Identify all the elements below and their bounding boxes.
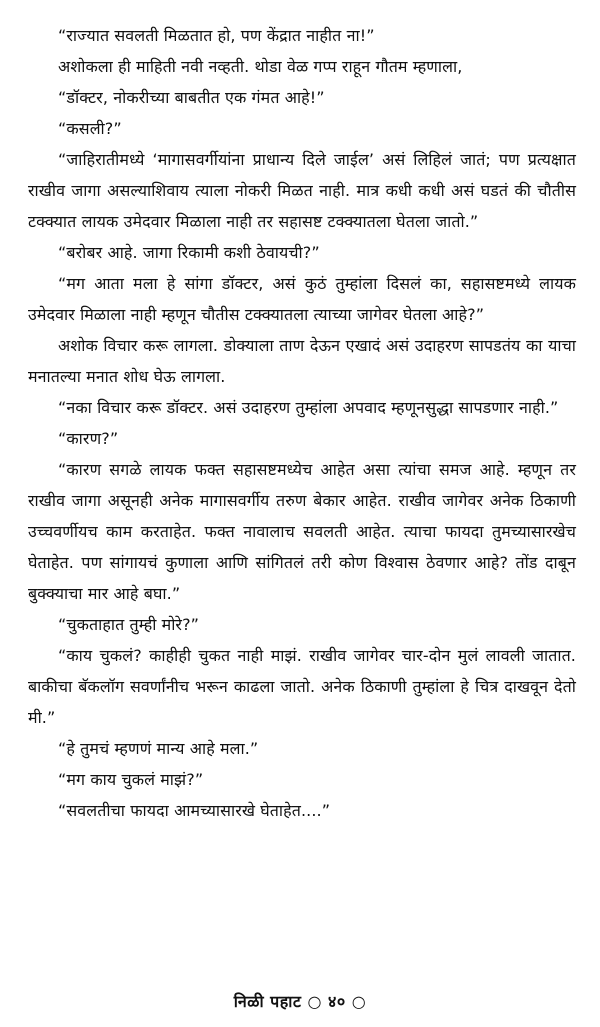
paragraph: “काय चुकलं? काहीही चुकत नाही माझं. राखीव जागेवर चार-दोन मुलं लावली जातात. बाकीचा बॅकलॉग सवर्णांनीच भरून काढला जातो. अनेक ठिकाणी तुम्हांला हे चित्र दाखवून देतो मी.” (28, 646, 576, 727)
paragraph: “हे तुमचं म्हणणं मान्य आहे मला.” (58, 739, 259, 758)
paragraph: “नका विचार करू डॉक्टर. असं उदाहरण तुम्हांला अपवाद म्हणूनसुद्धा सापडणार नाही.” (58, 398, 559, 417)
paragraph: अशोकला ही माहिती नवी नव्हती. थोडा वेळ गप्प राहून गौतम म्हणाला, (58, 57, 463, 76)
paragraph: “चुकताहात तुम्ही मोरे?” (58, 615, 200, 634)
paragraph: “मग काय चुकलं माझं?” (58, 770, 204, 789)
paragraph: “जाहिरातीमध्ये ‘मागासवर्गीयांना प्राधान्य दिले जाईल’ असं लिहिलं जातं; पण प्रत्यक्षात राखीव जागा असल्याशिवाय त्याला नोकरी मिळत नाही. मात्र कधी कधी असं घडतं की चौतीस टक्क्यात लायक उमेदवार मिळाला नाही तर सहासष्ट टक्क्यातला घेतला जातो.” (28, 150, 576, 231)
paragraph: “डॉक्टर, नोकरीच्या बाबतीत एक गंमत आहे!” (58, 88, 325, 107)
page-footer: निळी पहाट ○ ४० ○ (233, 992, 367, 1011)
paragraph: “मग आता मला हे सांगा डॉक्टर, असं कुठं तुम्हांला दिसलं का, सहासष्टमध्ये लायक उमेदवार मिळाला नाही म्हणून चौतीस टक्क्यातला त्याच्या जागेवर घेतला आहे?” (28, 274, 576, 324)
paragraph: “कसली?” (58, 119, 122, 138)
paragraph: “बरोबर आहे. जागा रिकामी कशी ठेवायची?” (58, 243, 320, 262)
paragraph: “सवलतीचा फायदा आमच्यासारखे घेताहेत....” (58, 801, 331, 820)
paragraph: “राज्यात सवलती मिळतात हो, पण केंद्रात नाहीत ना!” (58, 26, 375, 45)
paragraph: “कारण सगळे लायक फक्त सहासष्टमध्येच आहेत असा त्यांचा समज आहे. म्हणून तर राखीव जागा असूनही अनेक मागासवर्गीय तरुण बेकार आहेत. राखीव जागेवर अनेक ठिकाणी उच्चवर्णीयच काम करताहेत. फक्त नावालाच सवलती आहेत. त्याचा फायदा तुमच्यासारखेच घेताहेत. पण सांगायचं कुणाला आणि सांगितलं तरी कोण विश्वास ठेवणार आहे? तोंड दाबून बुक्क्याचा मार आहे बघा.” (28, 460, 576, 603)
paragraph: अशोक विचार करू लागला. डोक्याला ताण देऊन एखादं असं उदाहरण सापडतंय का याचा मनातल्या मनात शोध घेऊ लागला. (28, 336, 576, 386)
paragraph: “कारण?” (58, 429, 119, 448)
page-body (28, 20, 576, 826)
